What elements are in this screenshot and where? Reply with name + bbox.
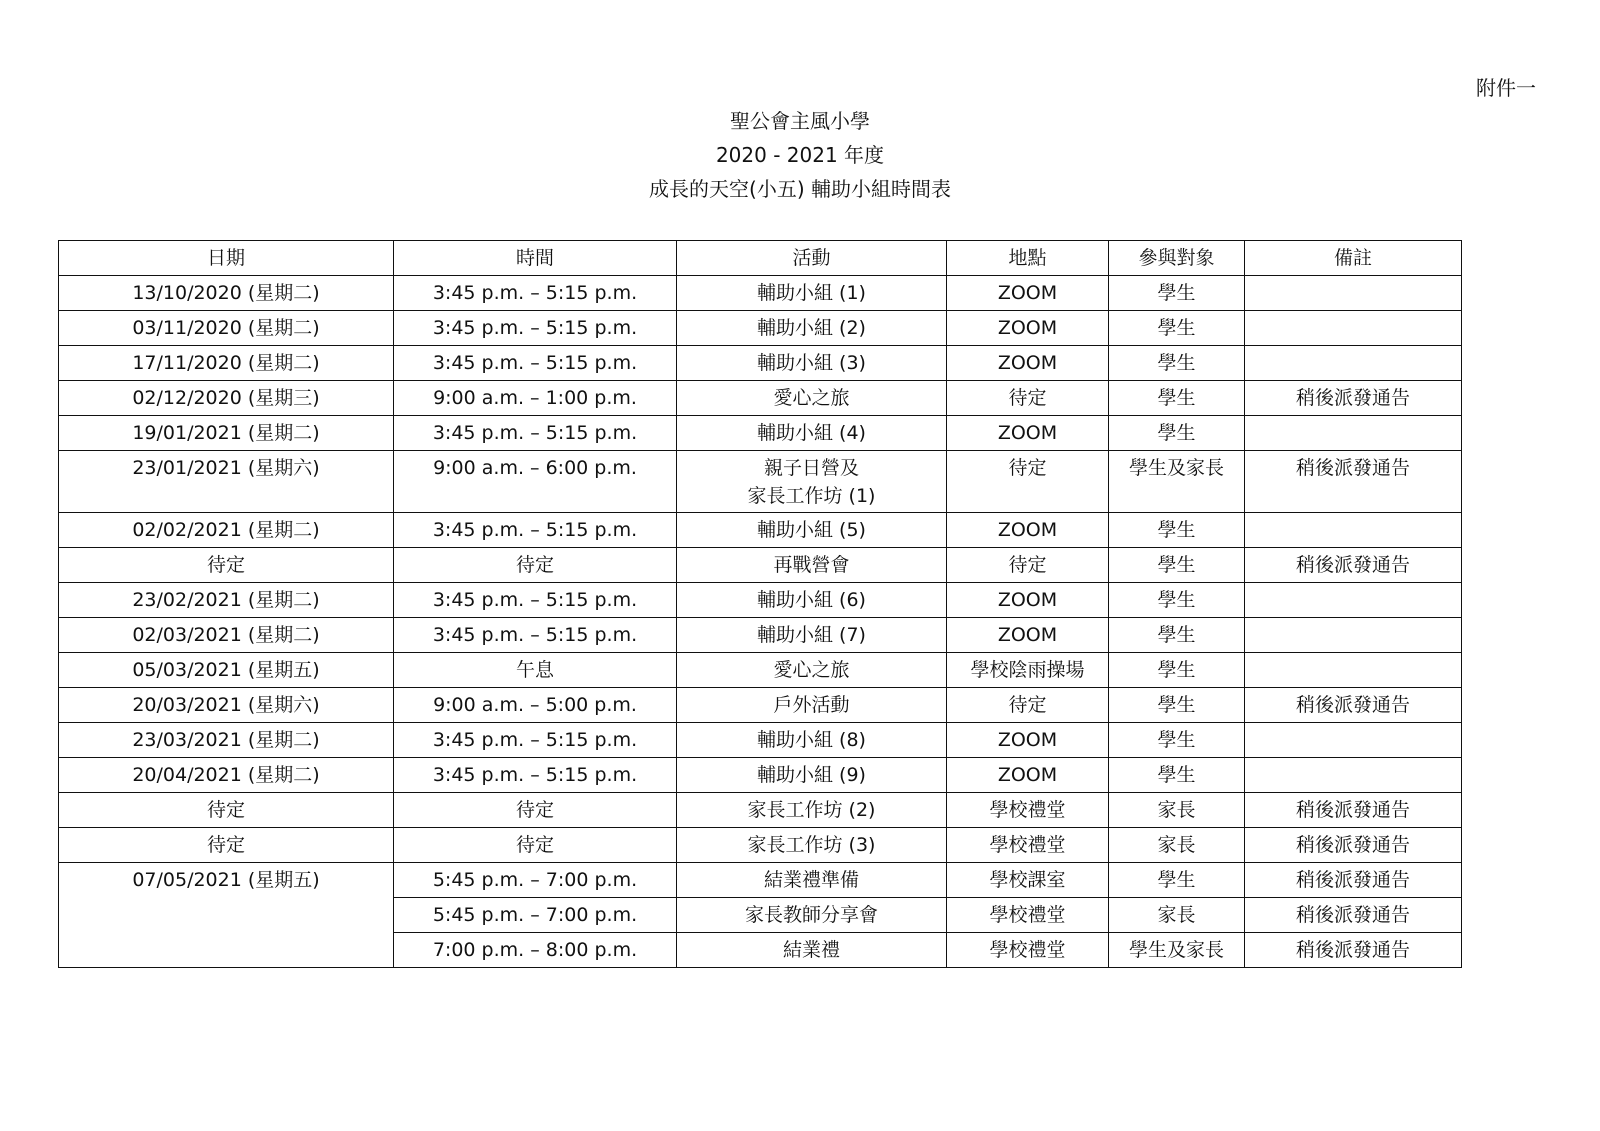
time-cell: 7:00 p.m. – 8:00 p.m. <box>394 933 677 968</box>
remarks-cell: 稍後派發通告 <box>1245 451 1462 513</box>
activity-line: 親子日營及 <box>763 457 859 479</box>
time-cell: 待定 <box>394 793 677 828</box>
location-cell: 待定 <box>947 688 1109 723</box>
time-cell: 5:45 p.m. – 7:00 p.m. <box>394 898 677 933</box>
date-cell: 02/02/2021 (星期二) <box>59 513 394 548</box>
remarks-cell <box>1245 276 1462 311</box>
table-row <box>59 758 1462 793</box>
date-cell: 20/03/2021 (星期六) <box>59 688 394 723</box>
table-header-row <box>59 241 1462 276</box>
location-cell: 學校陰雨操場 <box>947 653 1109 688</box>
activity-line: 家長工作坊 (2) <box>747 799 876 821</box>
time-cell: 3:45 p.m. – 5:15 p.m. <box>394 346 677 381</box>
target-cell: 學生 <box>1109 311 1245 346</box>
activity-cell <box>677 311 947 346</box>
table-row <box>59 618 1462 653</box>
activity-line: 輔助小組 (8) <box>757 729 866 751</box>
target-cell: 學生 <box>1109 548 1245 583</box>
time-cell: 9:00 a.m. – 6:00 p.m. <box>394 451 677 513</box>
target-cell: 學生 <box>1109 758 1245 793</box>
time-cell: 9:00 a.m. – 1:00 p.m. <box>394 381 677 416</box>
date-cell: 20/04/2021 (星期二) <box>59 758 394 793</box>
column-header-target: 參與對象 <box>1109 241 1245 276</box>
date-cell: 待定 <box>59 828 394 863</box>
activity-line: 家長工作坊 (1) <box>747 485 876 507</box>
activity-cell <box>677 513 947 548</box>
time-cell: 3:45 p.m. – 5:15 p.m. <box>394 723 677 758</box>
time-cell: 9:00 a.m. – 5:00 p.m. <box>394 688 677 723</box>
school-name: 聖公會主風小學 <box>730 109 870 133</box>
activity-cell <box>677 276 947 311</box>
column-header-remarks: 備註 <box>1245 241 1462 276</box>
date-cell: 23/01/2021 (星期六) <box>59 451 394 513</box>
remarks-cell <box>1245 723 1462 758</box>
activity-cell: 結業禮 <box>677 933 947 968</box>
activity-cell <box>677 688 947 723</box>
location-cell: 學校禮堂 <box>947 898 1109 933</box>
table-row <box>59 863 1462 898</box>
location-cell: ZOOM <box>947 311 1109 346</box>
schedule-body <box>59 276 1462 968</box>
activity-line: 家長工作坊 (3) <box>747 834 876 856</box>
remarks-cell: 稍後派發通告 <box>1245 548 1462 583</box>
remarks-cell <box>1245 653 1462 688</box>
location-cell: ZOOM <box>947 346 1109 381</box>
activity-cell: 家長教師分享會 <box>677 898 947 933</box>
activity-cell <box>677 548 947 583</box>
date-cell: 23/02/2021 (星期二) <box>59 583 394 618</box>
date-cell: 07/05/2021 (星期五) <box>59 863 394 968</box>
date-cell: 03/11/2020 (星期二) <box>59 311 394 346</box>
table-row <box>59 688 1462 723</box>
activity-line: 戶外活動 <box>773 694 850 716</box>
target-cell: 學生及家長 <box>1109 451 1245 513</box>
activity-line: 輔助小組 (9) <box>757 764 866 786</box>
table-row <box>59 548 1462 583</box>
activity-cell: 結業禮準備 <box>677 863 947 898</box>
activity-line: 輔助小組 (2) <box>757 317 866 339</box>
remarks-cell: 稍後派發通告 <box>1245 793 1462 828</box>
target-cell: 學生 <box>1109 863 1245 898</box>
activity-line: 輔助小組 (5) <box>757 519 866 541</box>
activity-cell <box>677 346 947 381</box>
activity-cell <box>677 828 947 863</box>
time-cell: 3:45 p.m. – 5:15 p.m. <box>394 583 677 618</box>
date-cell: 13/10/2020 (星期二) <box>59 276 394 311</box>
activity-cell <box>677 793 947 828</box>
remarks-cell <box>1245 416 1462 451</box>
date-cell: 待定 <box>59 793 394 828</box>
table-row <box>59 723 1462 758</box>
table-row <box>59 583 1462 618</box>
remarks-cell: 稍後派發通告 <box>1245 688 1462 723</box>
document-header <box>0 104 1600 206</box>
activity-cell <box>677 583 947 618</box>
location-cell: ZOOM <box>947 723 1109 758</box>
remarks-cell <box>1245 346 1462 381</box>
remarks-cell: 稍後派發通告 <box>1245 898 1462 933</box>
date-cell: 23/03/2021 (星期二) <box>59 723 394 758</box>
activity-cell <box>677 416 947 451</box>
remarks-cell <box>1245 618 1462 653</box>
location-cell: ZOOM <box>947 276 1109 311</box>
remarks-cell: 稍後派發通告 <box>1245 933 1462 968</box>
target-cell: 家長 <box>1109 898 1245 933</box>
remarks-cell: 稍後派發通告 <box>1245 381 1462 416</box>
table-row <box>59 346 1462 381</box>
location-cell: 待定 <box>947 548 1109 583</box>
target-cell: 學生 <box>1109 513 1245 548</box>
location-cell: 學校禮堂 <box>947 793 1109 828</box>
time-cell: 3:45 p.m. – 5:15 p.m. <box>394 416 677 451</box>
target-cell: 學生 <box>1109 618 1245 653</box>
location-cell: 學校禮堂 <box>947 933 1109 968</box>
date-cell: 19/01/2021 (星期二) <box>59 416 394 451</box>
document-title: 成長的天空(小五) 輔助小組時間表 <box>649 177 951 201</box>
target-cell: 學生 <box>1109 723 1245 758</box>
column-header-date: 日期 <box>59 241 394 276</box>
table-row <box>59 653 1462 688</box>
table-row <box>59 793 1462 828</box>
remarks-cell <box>1245 311 1462 346</box>
date-cell: 05/03/2021 (星期五) <box>59 653 394 688</box>
column-header-activity: 活動 <box>677 241 947 276</box>
location-cell: ZOOM <box>947 583 1109 618</box>
annex-label: 附件一 <box>1476 76 1536 100</box>
activity-line: 輔助小組 (1) <box>757 282 866 304</box>
location-cell: ZOOM <box>947 618 1109 653</box>
column-header-time: 時間 <box>394 241 677 276</box>
date-cell: 17/11/2020 (星期二) <box>59 346 394 381</box>
school-year: 2020 - 2021 年度 <box>715 143 885 167</box>
target-cell: 學生 <box>1109 688 1245 723</box>
time-cell: 3:45 p.m. – 5:15 p.m. <box>394 276 677 311</box>
activity-cell <box>677 723 947 758</box>
table-row <box>59 276 1462 311</box>
location-cell: ZOOM <box>947 416 1109 451</box>
activity-cell <box>677 758 947 793</box>
date-cell: 待定 <box>59 548 394 583</box>
target-cell: 學生 <box>1109 346 1245 381</box>
activity-cell <box>677 618 947 653</box>
time-cell: 3:45 p.m. – 5:15 p.m. <box>394 513 677 548</box>
time-cell: 3:45 p.m. – 5:15 p.m. <box>394 758 677 793</box>
activity-line: 愛心之旅 <box>773 387 850 409</box>
activity-line: 愛心之旅 <box>773 659 850 681</box>
column-header-location: 地點 <box>947 241 1109 276</box>
location-cell: 待定 <box>947 451 1109 513</box>
remarks-cell <box>1245 513 1462 548</box>
target-cell: 學生 <box>1109 276 1245 311</box>
target-cell: 學生 <box>1109 653 1245 688</box>
activity-line: 輔助小組 (4) <box>757 422 866 444</box>
remarks-cell: 稍後派發通告 <box>1245 863 1462 898</box>
table-row <box>59 311 1462 346</box>
location-cell: ZOOM <box>947 758 1109 793</box>
table-row <box>59 828 1462 863</box>
table-row <box>59 416 1462 451</box>
time-cell: 午息 <box>394 653 677 688</box>
target-cell: 學生 <box>1109 416 1245 451</box>
location-cell: 學校禮堂 <box>947 828 1109 863</box>
table-row <box>59 513 1462 548</box>
time-cell: 待定 <box>394 548 677 583</box>
location-cell: 學校課室 <box>947 863 1109 898</box>
activity-line: 再戰營會 <box>773 554 850 576</box>
time-cell: 5:45 p.m. – 7:00 p.m. <box>394 863 677 898</box>
activity-cell <box>677 451 947 513</box>
activity-line: 輔助小組 (6) <box>757 589 866 611</box>
activity-cell <box>677 653 947 688</box>
location-cell: ZOOM <box>947 513 1109 548</box>
date-cell: 02/12/2020 (星期三) <box>59 381 394 416</box>
activity-cell <box>677 381 947 416</box>
activity-line: 輔助小組 (7) <box>757 624 866 646</box>
remarks-cell: 稍後派發通告 <box>1245 828 1462 863</box>
target-cell: 家長 <box>1109 828 1245 863</box>
time-cell: 3:45 p.m. – 5:15 p.m. <box>394 618 677 653</box>
date-cell: 02/03/2021 (星期二) <box>59 618 394 653</box>
activity-line: 輔助小組 (3) <box>757 352 866 374</box>
location-cell: 待定 <box>947 381 1109 416</box>
target-cell: 學生 <box>1109 583 1245 618</box>
target-cell: 學生及家長 <box>1109 933 1245 968</box>
target-cell: 學生 <box>1109 381 1245 416</box>
remarks-cell <box>1245 583 1462 618</box>
schedule-table <box>58 240 1462 968</box>
remarks-cell <box>1245 758 1462 793</box>
time-cell: 待定 <box>394 828 677 863</box>
table-row <box>59 381 1462 416</box>
target-cell: 家長 <box>1109 793 1245 828</box>
table-row <box>59 451 1462 513</box>
time-cell: 3:45 p.m. – 5:15 p.m. <box>394 311 677 346</box>
